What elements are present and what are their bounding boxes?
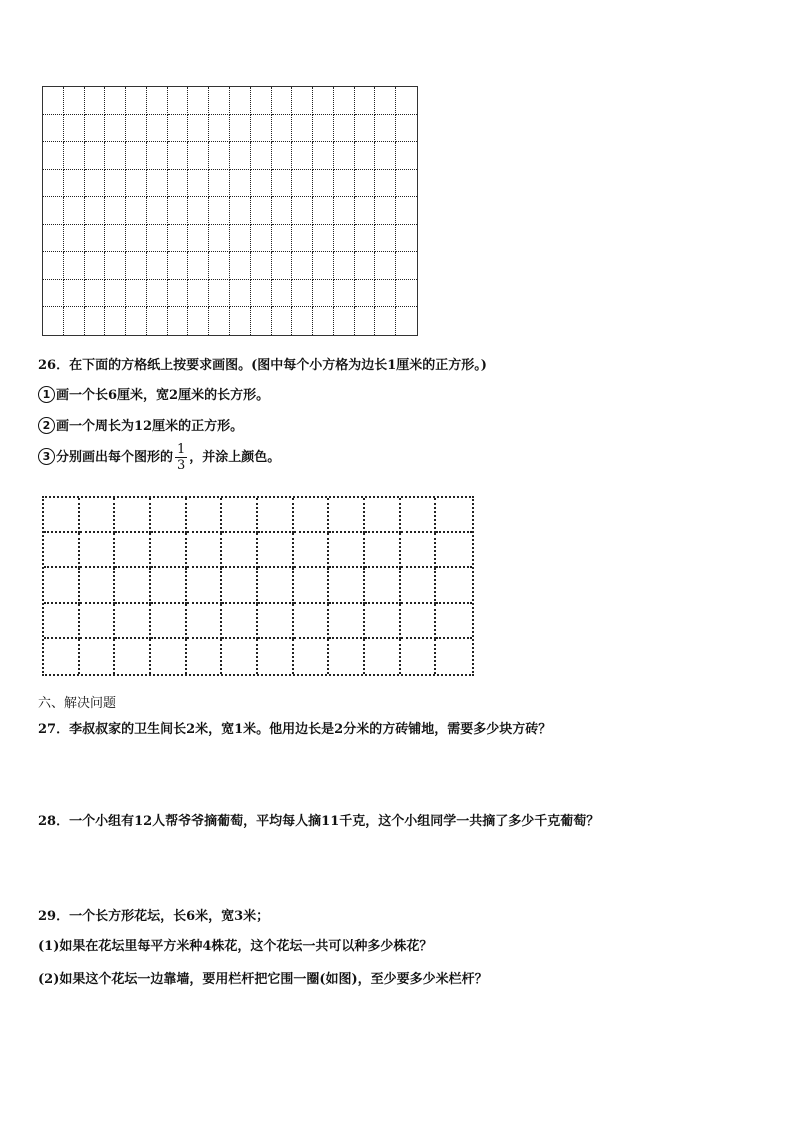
grid-cell (251, 142, 272, 170)
grid-cell (187, 604, 223, 639)
grid-cell (292, 280, 313, 308)
grid-cell (294, 604, 330, 639)
grid-cell (85, 142, 106, 170)
grid-paper-bottom (42, 496, 474, 676)
grid-cell (147, 170, 168, 198)
grid-cell (85, 87, 106, 115)
grid-cell (230, 87, 251, 115)
grid-cell (292, 142, 313, 170)
grid-cell (188, 252, 209, 280)
grid-cell (187, 533, 223, 568)
question-text: 一个长方形花坛，长6米，宽3米； (69, 909, 270, 924)
grid-cell (355, 225, 376, 253)
grid-cell (294, 568, 330, 603)
grid-cell (105, 225, 126, 253)
grid-cell (251, 87, 272, 115)
grid-cell (396, 87, 417, 115)
grid-cell (209, 307, 230, 335)
grid-cell (188, 142, 209, 170)
grid-cell (105, 197, 126, 225)
grid-cell (188, 307, 209, 335)
grid-cell (43, 142, 64, 170)
grid-cell (44, 568, 80, 603)
grid-cell (329, 498, 365, 533)
grid-cell (396, 225, 417, 253)
grid-cell (43, 115, 64, 143)
grid-cell (85, 280, 106, 308)
grid-cell (126, 307, 147, 335)
grid-paper-top (42, 86, 418, 336)
item-text: 画一个周长为12厘米的正方形。 (56, 419, 244, 434)
grid-cell (168, 170, 189, 198)
grid-cell (251, 115, 272, 143)
grid-cell (334, 197, 355, 225)
grid-cell (105, 280, 126, 308)
grid-cell (365, 498, 401, 533)
grid-cell (64, 225, 85, 253)
grid-cell (105, 170, 126, 198)
grid-cell (126, 225, 147, 253)
grid-cell (115, 568, 151, 603)
grid-cell (126, 142, 147, 170)
grid-cell (272, 87, 293, 115)
grid-cell (151, 639, 187, 674)
grid-cell (396, 115, 417, 143)
grid-cell (258, 604, 294, 639)
grid-cell (80, 498, 116, 533)
grid-cell (64, 115, 85, 143)
question-26-item-3 (38, 442, 280, 473)
grid-cell (209, 115, 230, 143)
grid-cell (401, 568, 437, 603)
grid-cell (334, 307, 355, 335)
question-text: 在下面的方格纸上按要求画图。(图中每个小方格为边长1厘米的正方形。) (69, 358, 487, 373)
grid-cell (251, 170, 272, 198)
grid-cell (230, 252, 251, 280)
question-number: 29． (38, 909, 70, 924)
grid-cell (313, 225, 334, 253)
grid-cell (313, 170, 334, 198)
grid-cell (294, 639, 330, 674)
question-29-sub-1: (1)如果在花坛里每平方米种4株花，这个花坛一共可以种多少株花？ (38, 939, 433, 954)
grid-cell (272, 307, 293, 335)
grid-cell (292, 197, 313, 225)
grid-cell (168, 280, 189, 308)
grid-cell (375, 170, 396, 198)
fraction-numerator: 1 (177, 442, 186, 457)
grid-cell (126, 252, 147, 280)
grid-cell (44, 604, 80, 639)
section-title: 六、解决问题 (38, 696, 117, 711)
grid-cell (188, 87, 209, 115)
grid-cell (334, 142, 355, 170)
grid-cell (209, 252, 230, 280)
grid-cell (294, 533, 330, 568)
item-text: 画一个长6厘米，宽2厘米的长方形。 (56, 388, 270, 403)
grid-cell (126, 197, 147, 225)
grid-cell (334, 115, 355, 143)
grid-cell (147, 307, 168, 335)
grid-cell (272, 115, 293, 143)
grid-cell (375, 280, 396, 308)
grid-cell (396, 142, 417, 170)
grid-cell (44, 533, 80, 568)
grid-cell (126, 170, 147, 198)
grid-cell (251, 280, 272, 308)
grid-cell (230, 280, 251, 308)
grid-cell (209, 142, 230, 170)
grid-cell (329, 568, 365, 603)
grid-cell (375, 252, 396, 280)
grid-cell (43, 170, 64, 198)
grid-cell (44, 639, 80, 674)
grid-cell (272, 252, 293, 280)
question-number: 27． (38, 722, 70, 737)
grid-cell (258, 498, 294, 533)
grid-cell (188, 225, 209, 253)
grid-cell (313, 87, 334, 115)
grid-cell (168, 87, 189, 115)
grid-cell (355, 115, 376, 143)
grid-cell (401, 498, 437, 533)
fraction-denominator: 3 (177, 458, 186, 473)
grid-cell (222, 568, 258, 603)
grid-cell (230, 142, 251, 170)
grid-cell (188, 280, 209, 308)
grid-cell (313, 252, 334, 280)
grid-cell (251, 225, 272, 253)
grid-cell (147, 252, 168, 280)
grid-cell (436, 604, 472, 639)
question-27 (38, 718, 551, 737)
grid-cell (258, 533, 294, 568)
grid-cell (187, 639, 223, 674)
grid-cell (80, 533, 116, 568)
grid-cell (334, 252, 355, 280)
grid-cell (329, 533, 365, 568)
grid-cell (272, 225, 293, 253)
grid-cell (126, 115, 147, 143)
question-26-item-1 (38, 384, 269, 403)
grid-cell (44, 498, 80, 533)
circled-number: 3 (38, 448, 55, 465)
grid-cell (105, 115, 126, 143)
grid-cell (168, 225, 189, 253)
grid-cell (396, 280, 417, 308)
grid-cell (375, 87, 396, 115)
grid-cell (313, 280, 334, 308)
grid-cell (292, 225, 313, 253)
grid-cell (43, 252, 64, 280)
grid-cell (436, 533, 472, 568)
grid-cell (64, 170, 85, 198)
grid-cell (222, 533, 258, 568)
grid-cell (365, 604, 401, 639)
grid-cell (401, 533, 437, 568)
item-text-after: ，并涂上颜色。 (189, 450, 281, 465)
grid-cell (334, 280, 355, 308)
grid-cell (147, 280, 168, 308)
grid-cell (168, 307, 189, 335)
grid-cell (251, 307, 272, 335)
grid-cell (43, 87, 64, 115)
grid-cell (401, 639, 437, 674)
grid-cell (85, 252, 106, 280)
grid-cell (396, 197, 417, 225)
grid-cell (355, 170, 376, 198)
grid-cell (230, 115, 251, 143)
grid-cell (292, 87, 313, 115)
grid-cell (115, 498, 151, 533)
grid-cell (292, 170, 313, 198)
grid-cell (230, 307, 251, 335)
grid-cell (272, 170, 293, 198)
fraction (175, 442, 187, 473)
grid-cell (334, 87, 355, 115)
grid-cell (294, 498, 330, 533)
grid-cell (355, 197, 376, 225)
grid-cell (272, 142, 293, 170)
grid-cell (355, 307, 376, 335)
grid-cell (64, 197, 85, 225)
grid-cell (209, 225, 230, 253)
grid-cell (365, 568, 401, 603)
grid-cell (80, 568, 116, 603)
grid-cell (272, 280, 293, 308)
grid-cell (230, 170, 251, 198)
grid-cell (64, 280, 85, 308)
grid-cell (329, 604, 365, 639)
grid-cell (115, 639, 151, 674)
grid-cell (365, 639, 401, 674)
grid-cell (209, 197, 230, 225)
grid-cell (272, 197, 293, 225)
grid-cell (64, 87, 85, 115)
grid-cell (396, 170, 417, 198)
grid-cell (313, 197, 334, 225)
grid-cell (105, 252, 126, 280)
grid-cell (105, 142, 126, 170)
grid-cell (64, 252, 85, 280)
grid-cell (187, 568, 223, 603)
grid-cell (375, 225, 396, 253)
grid-cell (251, 252, 272, 280)
grid-cell (147, 225, 168, 253)
question-29 (38, 905, 269, 924)
grid-cell (147, 87, 168, 115)
grid-cell (355, 280, 376, 308)
grid-cell (209, 280, 230, 308)
grid-cell (436, 568, 472, 603)
grid-cell (168, 142, 189, 170)
grid-cell (80, 604, 116, 639)
question-number: 26． (38, 358, 70, 373)
question-number: 28． (38, 814, 70, 829)
grid-cell (151, 498, 187, 533)
grid-cell (313, 115, 334, 143)
question-text: 李叔叔家的卫生间长2米，宽1米。他用边长是2分米的方砖铺地，需要多少块方砖？ (69, 722, 552, 737)
grid-cell (43, 225, 64, 253)
grid-cell (292, 307, 313, 335)
circled-number: 1 (38, 386, 55, 403)
grid-cell (151, 568, 187, 603)
grid-cell (147, 142, 168, 170)
grid-cell (85, 307, 106, 335)
grid-cell (115, 604, 151, 639)
grid-cell (151, 604, 187, 639)
grid-cell (222, 639, 258, 674)
grid-cell (151, 533, 187, 568)
grid-cell (292, 252, 313, 280)
grid-cell (375, 142, 396, 170)
item-text-before: 分别画出每个图形的 (56, 450, 174, 465)
grid-cell (147, 115, 168, 143)
grid-cell (313, 307, 334, 335)
grid-cell (168, 115, 189, 143)
question-26-item-2 (38, 415, 243, 434)
grid-cell (126, 280, 147, 308)
grid-cell (80, 639, 116, 674)
grid-cell (188, 170, 209, 198)
grid-cell (251, 197, 272, 225)
grid-cell (105, 87, 126, 115)
grid-cell (126, 87, 147, 115)
grid-cell (188, 115, 209, 143)
question-29-sub-2: (2)如果这个花坛一边靠墙，要用栏杆把它围一圈(如图)，至少要多少米栏杆？ (38, 972, 488, 987)
grid-cell (85, 225, 106, 253)
grid-cell (258, 639, 294, 674)
grid-cell (85, 197, 106, 225)
grid-cell (396, 307, 417, 335)
grid-cell (334, 170, 355, 198)
grid-cell (230, 225, 251, 253)
question-text: 一个小组有12人帮爷爷摘葡萄，平均每人摘11千克，这个小组同学一共摘了多少千克葡萄？ (69, 814, 600, 829)
grid-cell (115, 533, 151, 568)
grid-cell (355, 252, 376, 280)
grid-cell (355, 87, 376, 115)
grid-cell (43, 307, 64, 335)
grid-cell (222, 604, 258, 639)
grid-cell (292, 115, 313, 143)
grid-cell (168, 197, 189, 225)
grid-cell (209, 87, 230, 115)
grid-cell (187, 498, 223, 533)
question-26 (38, 354, 487, 373)
grid-cell (355, 142, 376, 170)
grid-cell (375, 197, 396, 225)
grid-cell (436, 498, 472, 533)
grid-cell (168, 252, 189, 280)
grid-cell (396, 252, 417, 280)
circled-number: 2 (38, 417, 55, 434)
grid-cell (43, 280, 64, 308)
grid-cell (222, 498, 258, 533)
grid-cell (329, 639, 365, 674)
grid-cell (334, 225, 355, 253)
grid-cell (147, 197, 168, 225)
grid-cell (258, 568, 294, 603)
question-28 (38, 810, 599, 829)
grid-cell (43, 197, 64, 225)
grid-cell (64, 307, 85, 335)
grid-cell (365, 533, 401, 568)
grid-cell (401, 604, 437, 639)
grid-cell (209, 170, 230, 198)
grid-cell (85, 170, 106, 198)
grid-cell (313, 142, 334, 170)
grid-cell (188, 197, 209, 225)
grid-cell (85, 115, 106, 143)
grid-cell (436, 639, 472, 674)
grid-cell (230, 197, 251, 225)
grid-cell (375, 115, 396, 143)
grid-cell (64, 142, 85, 170)
grid-cell (105, 307, 126, 335)
grid-cell (375, 307, 396, 335)
